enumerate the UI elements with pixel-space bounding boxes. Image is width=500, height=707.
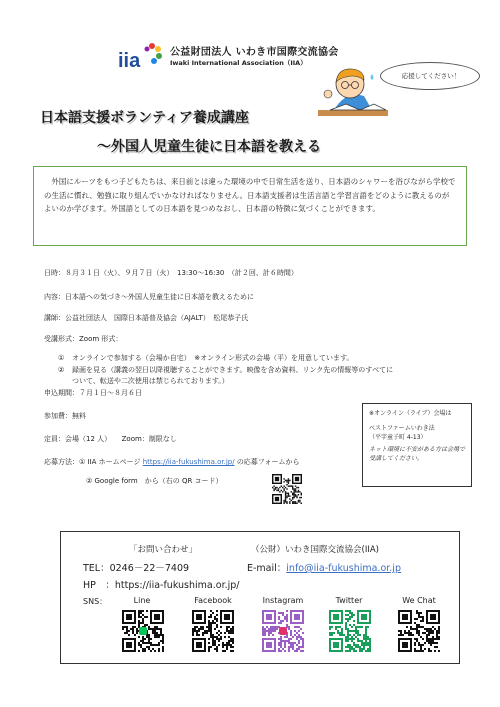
apply-link[interactable]: https://iia-fukushima.or.jp/ xyxy=(142,458,235,466)
sns-label: SNS： xyxy=(83,597,108,606)
intro-box xyxy=(33,166,467,246)
format-item-2-text: 録画を見る（講義の翌日以降視聴することができます。映像を含め資料、リンク先の情報等のすべてに xyxy=(72,366,394,374)
contact-tel: TEL：0246－22－7409 xyxy=(83,563,190,574)
contact-title: 「お問い合わせ」 xyxy=(129,545,198,555)
contact-box xyxy=(60,531,460,664)
sns-facebook-label: Facebook xyxy=(194,596,232,605)
content: 内容：日本語への気づき～外国人児童生徒に日本語を教えるために xyxy=(44,293,254,301)
google-form-qr-code[interactable] xyxy=(272,474,302,508)
instagram-qr-code[interactable] xyxy=(262,610,304,652)
format-item-1-text: オンラインで参加する（会場か自宅） ※オンライン形式の会場（平）を用意しています。 xyxy=(72,354,354,362)
twitter-qr-code[interactable] xyxy=(329,610,371,652)
speech-bubble-text: 応援してください！ xyxy=(401,72,461,80)
org-name-jp: 公益財団法人 いわき市国際交流協会 xyxy=(170,47,339,58)
sns-instagram-label: Instagram xyxy=(262,596,304,605)
format-item-2 xyxy=(58,365,393,375)
capacity: 定員：会場（12 人） Zoom：制限なし xyxy=(44,435,177,443)
iia-logo-mark xyxy=(118,40,164,70)
sns-wechat-label: We Chat xyxy=(402,596,436,605)
page-subtitle: ～外国人児童生徒に日本語を教える xyxy=(97,139,321,155)
email-label: E-mail： xyxy=(247,563,287,574)
logo-text: iia xyxy=(118,50,141,70)
apply-method xyxy=(44,457,299,467)
format-item-1 xyxy=(58,353,353,363)
format-item-2-number: ② xyxy=(58,366,65,374)
org-name-en: Iwaki International Association（IIA） xyxy=(170,59,307,67)
format-item-1-number: ① xyxy=(58,354,65,362)
email-link[interactable]: info@iia-fukushima.or.jp xyxy=(286,563,401,574)
format-item-2-cont: ついて、転送や二次使用は禁じられております。） xyxy=(72,377,229,385)
fee: 参加費：無料 xyxy=(44,412,86,420)
format: 受講形式：Zoom 形式： xyxy=(44,335,123,343)
intro-text: 外国にルーツをもつ子どもたちは、来日前とは違った環境の中で日常生活を送り、日本語のシャワーを浴びながら学校での生活に慣れ、勉強に取り組んでいかなければなりません。日本語支援者は生活言語と学習言語をどのように教えるのがよいのか学びます。外国語としての日本語を見つめなおし、日本語の特徴に気づくことができます。 xyxy=(44,177,456,213)
online-note-line1: ※オンライン（ライブ）会場は xyxy=(369,410,452,417)
sns-twitter-label: Twitter xyxy=(335,596,363,605)
application-period: 申込期間：７月１日～８月６日 xyxy=(44,389,142,397)
speech-bubble xyxy=(380,62,480,90)
facebook-qr-code[interactable] xyxy=(192,610,234,652)
contact-email xyxy=(247,560,401,574)
contact-hp: HP ：https://iia-fukushima.or.jp/ xyxy=(83,580,240,591)
online-venue-note xyxy=(362,403,472,487)
sns-line-label: Line xyxy=(133,596,151,605)
contact-org: （公財）いわき国際交流協会(IIA) xyxy=(251,545,379,555)
online-note-line2: ベストファームいわき法 xyxy=(369,425,435,432)
apply-method-2: ② Google form から（右の QR コード） xyxy=(86,477,223,485)
lecturer: 講師：公益社団法人 国際日本語普及協会（AJALT） 松尾恭子氏 xyxy=(44,314,249,322)
online-note-line3: （平字童子町 4-13） xyxy=(369,434,427,441)
page-title: 日本語支援ボランティア養成講座 xyxy=(40,110,249,126)
apply-suffix: の応募フォームから xyxy=(236,458,300,466)
line-qr-code[interactable] xyxy=(122,610,164,652)
online-note-line4: ネット環境に不安がある方は会場で受講してください。 xyxy=(369,446,466,462)
apply-prefix: 応募方法：① IIA ホームページ xyxy=(44,458,141,466)
wechat-qr-code[interactable] xyxy=(398,610,440,652)
datetime: 日時：８月３１日（火）、９月７日（火） 13:30～16:30 （計２回、計６時間） xyxy=(44,269,298,277)
